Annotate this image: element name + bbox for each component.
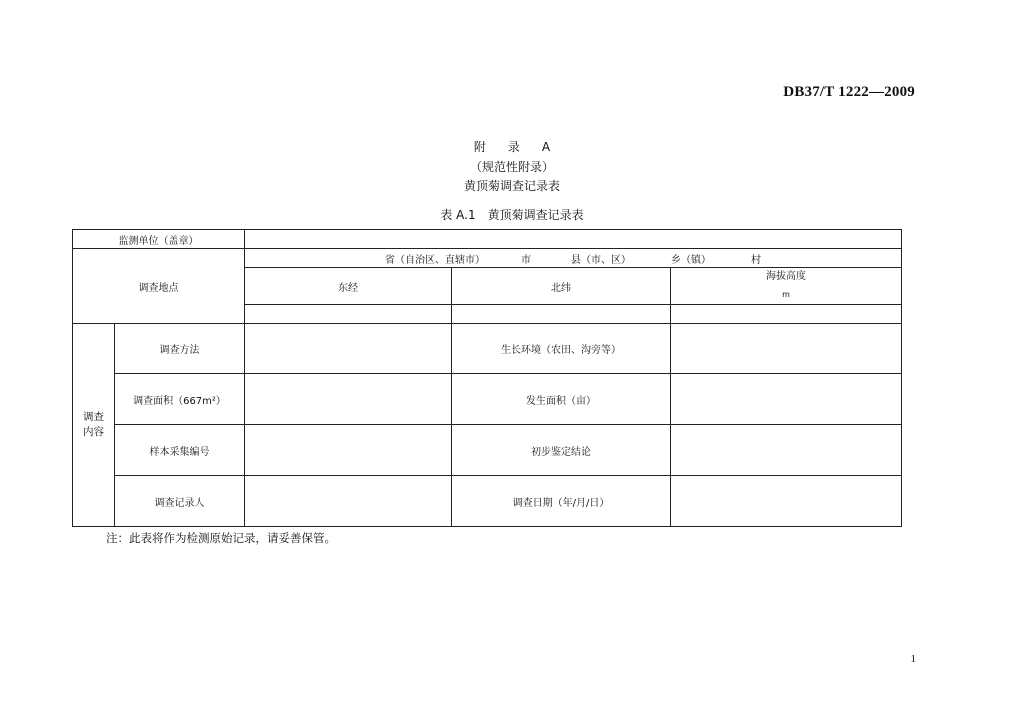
location-county: 县（市、区） [571,254,631,266]
row-label: 初步鉴定结论 [452,425,671,476]
row-label: 调查日期（年/月/日） [452,476,671,527]
latitude-label: 北纬 [452,268,671,305]
footnote: 注：此表将作为检测原始记录，请妥善保管。 [106,531,336,545]
location-label: 调查地点 [73,249,245,324]
row-value[interactable] [671,374,902,425]
row-label: 发生面积（亩） [452,374,671,425]
table-caption: 表 A.1 黄顶菊调查记录表 [440,208,584,222]
location-line[interactable] [245,249,902,268]
altitude-value[interactable] [671,305,902,324]
row-value[interactable] [671,425,902,476]
altitude-label-cell [671,268,902,305]
content-label [73,324,115,527]
location-township: 乡（镇） [671,254,711,266]
survey-record-table [72,229,902,527]
appendix-title [0,138,1024,155]
monitor-unit-value[interactable] [245,230,902,249]
row-value[interactable] [245,425,452,476]
location-village: 村 [751,254,761,266]
appendix-title-part: 附 [473,140,486,154]
content-label-line: 内容 [83,426,104,438]
monitor-unit-label: 监测单位（盖章） [73,230,245,249]
row-value[interactable] [245,476,452,527]
appendix-note: （规范性附录） [469,160,554,174]
appendix-title-part: 录 [507,140,520,154]
location-province: 省（自治区、直辖市） [385,254,485,266]
row-value[interactable] [245,374,452,425]
row-label: 生长环境（农田、沟旁等） [452,324,671,374]
page-number: 1 [910,653,916,665]
appendix-title-part: A [541,140,551,154]
row-label: 调查记录人 [115,476,245,527]
row-value[interactable] [245,324,452,374]
row-value[interactable] [671,476,902,527]
row-label: 调查方法 [115,324,245,374]
altitude-unit: m [782,290,790,299]
appendix-name: 黄顶菊调查记录表 [463,179,560,193]
longitude-label: 东经 [245,268,452,305]
row-label: 样本采集编号 [115,425,245,476]
row-label: 调查面积（667m²） [115,374,245,425]
latitude-value[interactable] [452,305,671,324]
document-code: DB37/T 1222—2009 [783,84,915,100]
altitude-label: 海拔高度 [766,271,806,282]
location-city: 市 [521,254,531,266]
row-value[interactable] [671,324,902,374]
longitude-value[interactable] [245,305,452,324]
content-label-line: 调查 [83,411,104,423]
